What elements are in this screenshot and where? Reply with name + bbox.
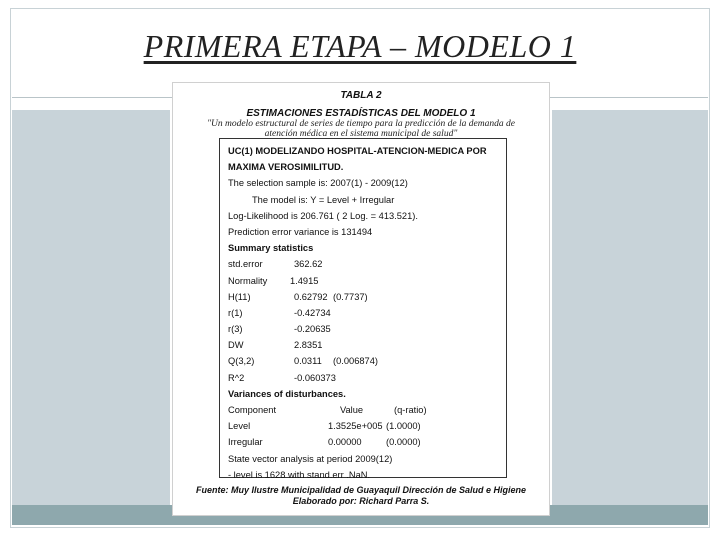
stat-value: 1.4915: [290, 275, 319, 286]
level-note-line: - level is 1628 with stand.err .NaN.: [228, 469, 371, 480]
stat-name: R^2: [228, 372, 245, 383]
stat-row: [228, 256, 498, 272]
stat-name: r(1): [228, 307, 243, 318]
table-quote-line2: atención médica en el sistema municipal de salud": [264, 129, 458, 139]
stat-extra: (0.006874): [333, 356, 378, 367]
table-quote-line1: "Un modelo estructural de series de tiempo para la predicción de la demanda de: [207, 119, 515, 129]
table-author: Elaborado por: Richard Parra S.: [292, 496, 430, 506]
stat-value: 2.8351: [294, 340, 323, 351]
left-decor-band: [12, 110, 170, 505]
output-box: [219, 138, 507, 478]
stat-name: DW: [228, 340, 244, 351]
table-image: [172, 82, 550, 516]
slide-title: PRIMERA ETAPA – MODELO 1: [143, 28, 577, 64]
variances-heading: Variances of disturbances.: [228, 388, 346, 399]
variances-row: [228, 434, 498, 450]
output-line: Prediction error variance is 131494: [228, 226, 373, 237]
output-line: The model is: Y = Level + Irregular: [252, 194, 395, 205]
stat-row: [228, 321, 498, 337]
col-component: Component: [228, 405, 277, 415]
variance-value: 1.3525e+005: [328, 421, 383, 432]
stat-value: 0.0311: [294, 356, 322, 367]
output-line: UC(1) MODELIZANDO HOSPITAL-ATENCION-MEDICA POR: [228, 146, 487, 156]
col-value: Value: [340, 405, 364, 415]
output-line: The selection sample is: 2007(1) - 2009(12): [228, 178, 408, 189]
stat-value: -0.060373: [294, 372, 336, 383]
col-qratio: (q-ratio): [394, 405, 427, 415]
stat-row: [228, 370, 498, 386]
output-line: MAXIMA VEROSIMILITUD.: [228, 162, 344, 173]
stat-value: 362.62: [294, 259, 323, 270]
stat-row: [228, 337, 498, 353]
table-subheader: ESTIMACIONES ESTADÍSTICAS DEL MODELO 1: [246, 108, 476, 119]
summary-heading: Summary statistics: [228, 243, 314, 254]
output-line: Log-Likelihood is 206.761 ( 2 Log. = 413.521).: [228, 210, 418, 221]
variances-header-row: [228, 402, 498, 418]
variances-row: [228, 418, 498, 434]
stat-name: std.error: [228, 259, 263, 270]
stat-value: -0.20635: [294, 324, 331, 335]
variance-qratio: (1.0000): [386, 421, 421, 432]
stat-name: H(11): [228, 291, 251, 302]
variance-component: Level: [228, 421, 251, 432]
state-vector-line: State vector analysis at period 2009(12): [228, 453, 393, 464]
variance-component: Irregular: [228, 437, 263, 448]
stat-value: 0.62792: [294, 291, 328, 302]
stat-row: [228, 353, 498, 369]
table-source: Fuente: Muy Ilustre Municipalidad de Guayaquil Dirección de Salud e Higiene: [195, 485, 527, 495]
variance-value: 0.00000: [328, 437, 362, 448]
stat-name: Normality: [228, 275, 268, 286]
stat-name: r(3): [228, 324, 243, 335]
variance-qratio: (0.0000): [386, 437, 421, 448]
right-decor-band: [552, 110, 708, 505]
stat-value: -0.42734: [294, 307, 331, 318]
stat-name: Q(3,2): [228, 356, 255, 367]
stat-row: [228, 289, 498, 305]
stat-row: [228, 273, 498, 289]
stat-extra: (0.7737): [333, 291, 368, 302]
table-header: TABLA 2: [340, 90, 382, 101]
stat-row: [228, 305, 498, 321]
